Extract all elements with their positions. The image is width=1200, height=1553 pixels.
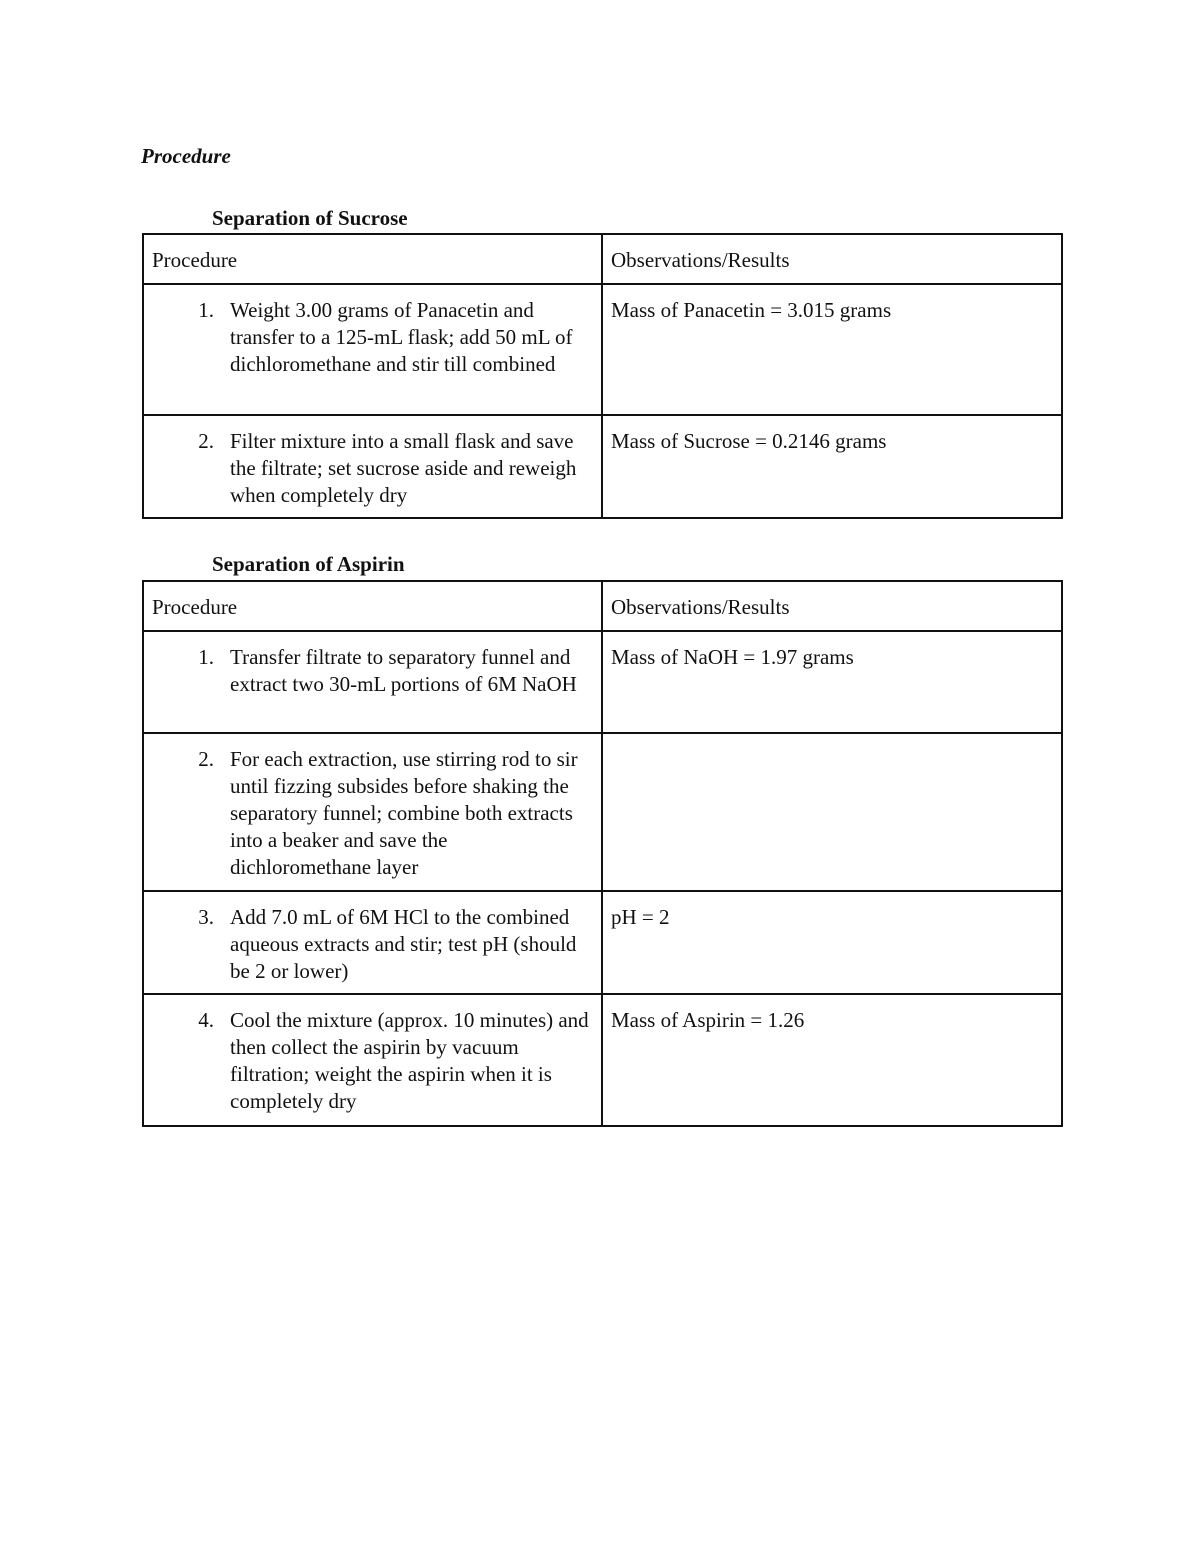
result-cell: [602, 891, 1062, 994]
procedure-cell: [143, 284, 602, 415]
step-number: 2.: [198, 429, 214, 453]
section-title-aspirin: Separation of Aspirin: [212, 552, 405, 576]
step-text: Cool the mixture (approx. 10 minutes) and then collect the aspirin by vacuum filtration; weight the aspirin when it is completely dry: [230, 1008, 589, 1113]
table-header-row: [143, 581, 1062, 631]
step-text: For each extraction, use stirring rod to sir until fizzing subsides before shaking the separatory funnel; combine both extracts into a beaker and save the dichloromethane layer: [230, 747, 578, 879]
table-row: [143, 891, 1062, 994]
result-cell: [602, 631, 1062, 733]
sucrose-table: [142, 233, 1063, 519]
step-number: 1.: [198, 298, 214, 322]
section-title-sucrose: Separation of Sucrose: [212, 206, 408, 230]
table-row: [143, 415, 1062, 518]
result-text: Mass of Aspirin = 1.26: [611, 1008, 805, 1032]
table-row: [143, 284, 1062, 415]
procedure-cell: [143, 733, 602, 891]
result-cell: [602, 415, 1062, 518]
result-text: Mass of Panacetin = 3.015 grams: [611, 298, 892, 322]
procedure-cell: [143, 631, 602, 733]
step-text: Add 7.0 mL of 6M HCl to the combined aqueous extracts and stir; test pH (should be 2 or lower): [230, 905, 577, 983]
table-row: [143, 733, 1062, 891]
result-cell: [602, 733, 1062, 891]
page-heading: Procedure: [141, 144, 231, 168]
procedure-cell: [143, 415, 602, 518]
step-text: Weight 3.00 grams of Panacetin and transfer to a 125-mL flask; add 50 mL of dichloromethane and stir till combined: [230, 298, 573, 376]
step-number: 3.: [198, 905, 214, 929]
table-header-row: [143, 234, 1062, 284]
result-cell: [602, 284, 1062, 415]
header-observations: Observations/Results: [602, 234, 1062, 284]
header-procedure: Procedure: [143, 234, 602, 284]
header-observations: Observations/Results: [602, 581, 1062, 631]
step-number: 2.: [198, 747, 214, 771]
result-text: pH = 2: [611, 905, 670, 929]
step-text: Transfer filtrate to separatory funnel and extract two 30-mL portions of 6M NaOH: [230, 645, 577, 696]
step-number: 1.: [198, 645, 214, 669]
table-row: [143, 994, 1062, 1126]
result-text: [611, 734, 1061, 746]
step-number: 4.: [198, 1008, 214, 1032]
result-text: Mass of NaOH = 1.97 grams: [611, 645, 854, 669]
header-procedure: Procedure: [143, 581, 602, 631]
result-text: Mass of Sucrose = 0.2146 grams: [611, 429, 887, 453]
step-text: Filter mixture into a small flask and save the filtrate; set sucrose aside and reweigh when completely dry: [230, 429, 577, 507]
procedure-cell: [143, 891, 602, 994]
table-row: [143, 631, 1062, 733]
result-cell: [602, 994, 1062, 1126]
procedure-cell: [143, 994, 602, 1126]
aspirin-table: [142, 580, 1063, 1127]
